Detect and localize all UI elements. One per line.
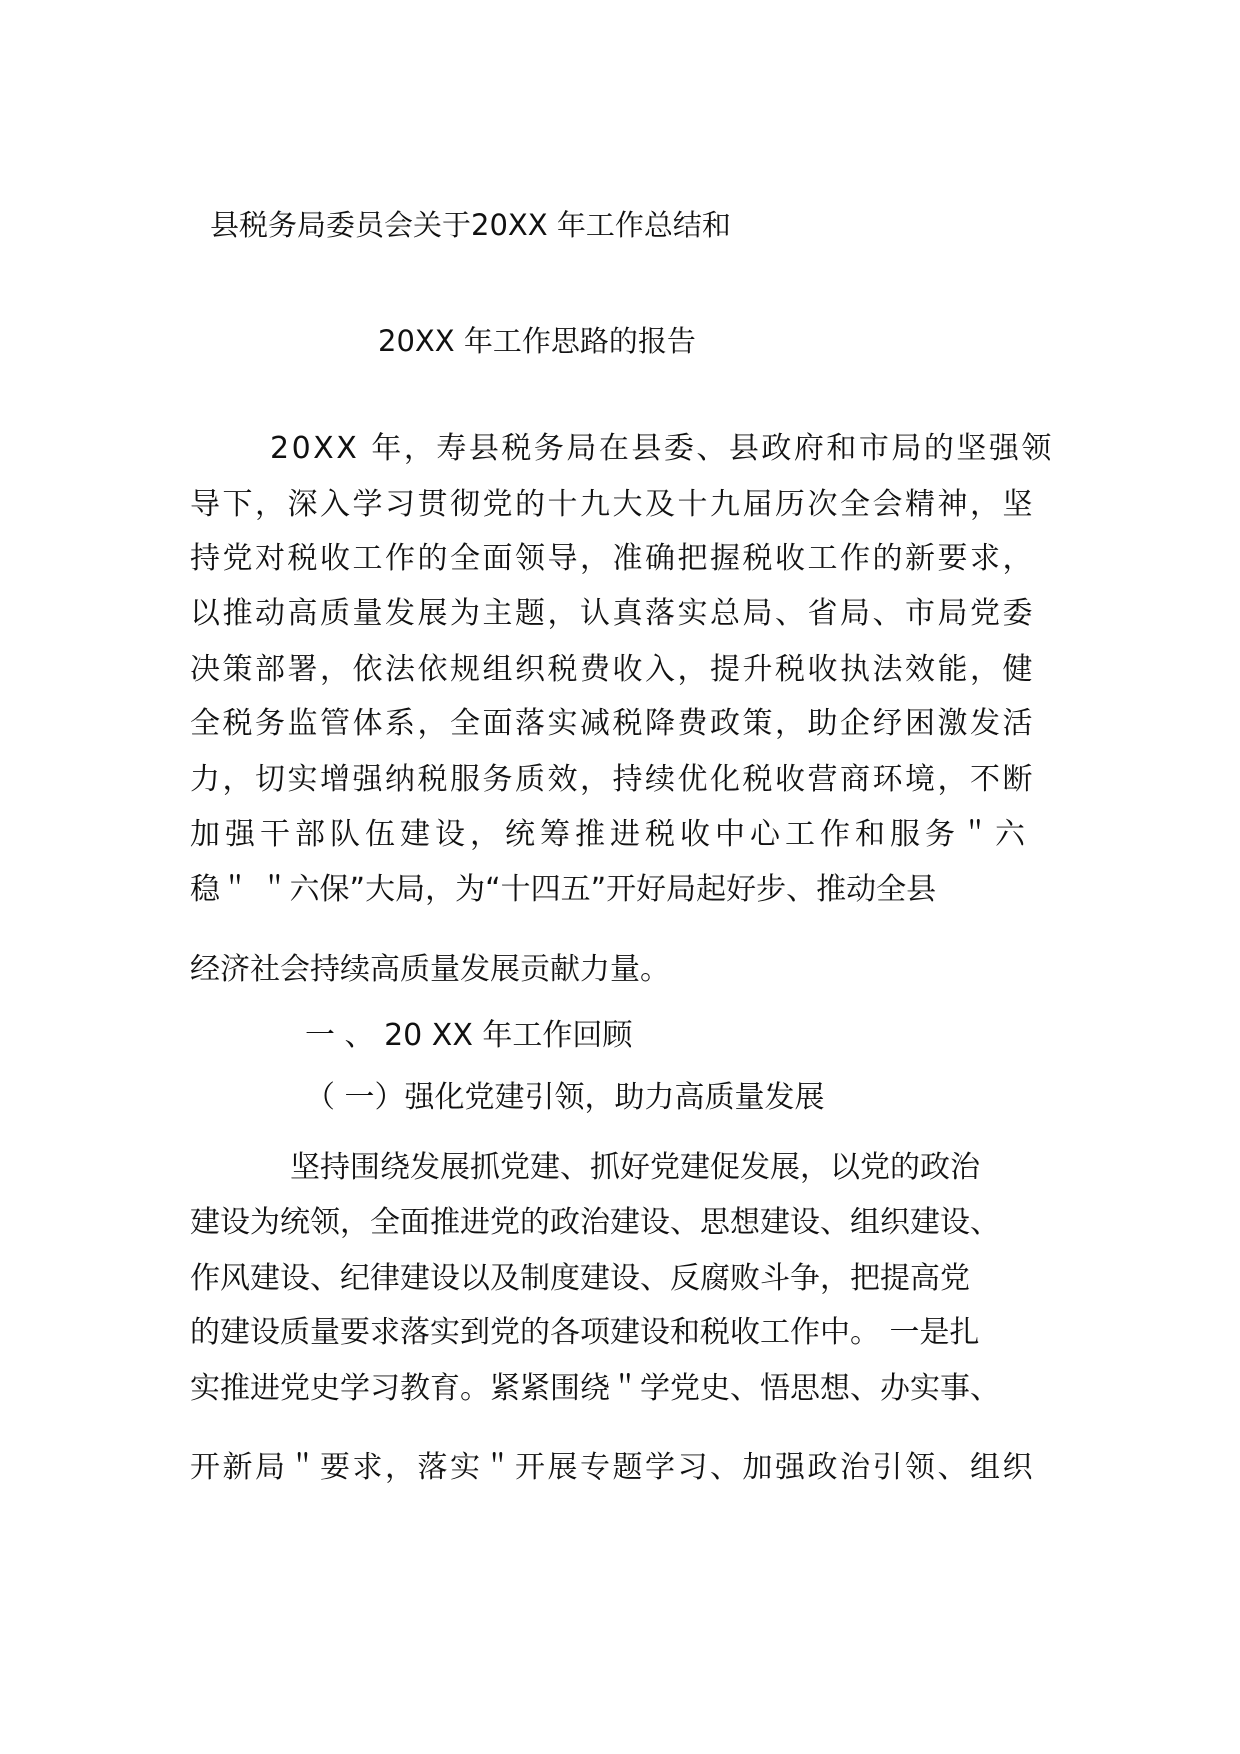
intro-paragraph-line: 稳＂ ＂六保”大局，为“十四五”开好局起好步、推动全县 [190, 872, 937, 907]
intro-paragraph-line: 全税务监管体系，全面落实减税降费政策，助企纾困激发活 [190, 706, 1035, 741]
intro-paragraph-line: 决策部署，依法依规组织税费收入，提升税收执法效能，健 [190, 652, 1035, 687]
section-heading: 一 、 20 XX 年工作回顾 [305, 1018, 633, 1053]
body-paragraph-line: 实推进党史学习教育。紧紧围绕＂学党史、悟思想、办实事、 [190, 1371, 1000, 1406]
intro-paragraph-line: 力，切实增强纳税服务质效，持续优化税收营商环境，不断 [190, 762, 1035, 797]
document-title-line-1: 县税务局委员会关于20XX 年工作总结和 [210, 208, 731, 242]
intro-paragraph-line: 持党对税收工作的全面领导，准确把握税收工作的新要求， [190, 541, 1035, 576]
document-title-line-2: 20XX 年工作思路的报告 [378, 324, 696, 358]
intro-paragraph-line: 经济社会持续高质量发展贡献力量。 [190, 952, 670, 987]
intro-paragraph-line: 导下，深入学习贯彻党的十九大及十九届历次全会精神，坚 [190, 487, 1035, 522]
body-paragraph-line: 作风建设、纪律建设以及制度建设、反腐败斗争，把提高党 [190, 1261, 970, 1296]
intro-paragraph-line: 20XX 年，寿县税务局在县委、县政府和市局的坚强领 [270, 431, 1054, 466]
body-paragraph-line: 的建设质量要求落实到党的各项建设和税收工作中。 一是扎 [190, 1315, 980, 1350]
intro-paragraph-line: 加强干部队伍建设，统筹推进税收中心工作和服务＂六 [190, 817, 1030, 852]
body-paragraph-line: 开新局＂要求，落实＂开展专题学习、加强政治引领、组织 [190, 1450, 1035, 1485]
body-paragraph-line: 坚持围绕发展抓党建、抓好党建促发展，以党的政治 [290, 1150, 980, 1185]
body-paragraph-line: 建设为统领，全面推进党的政治建设、思想建设、组织建设、 [190, 1205, 1000, 1240]
intro-paragraph-line: 以推动高质量发展为主题，认真落实总局、省局、市局党委 [190, 596, 1035, 631]
subsection-heading: （ 一）强化党建引领，助力高质量发展 [305, 1080, 825, 1115]
